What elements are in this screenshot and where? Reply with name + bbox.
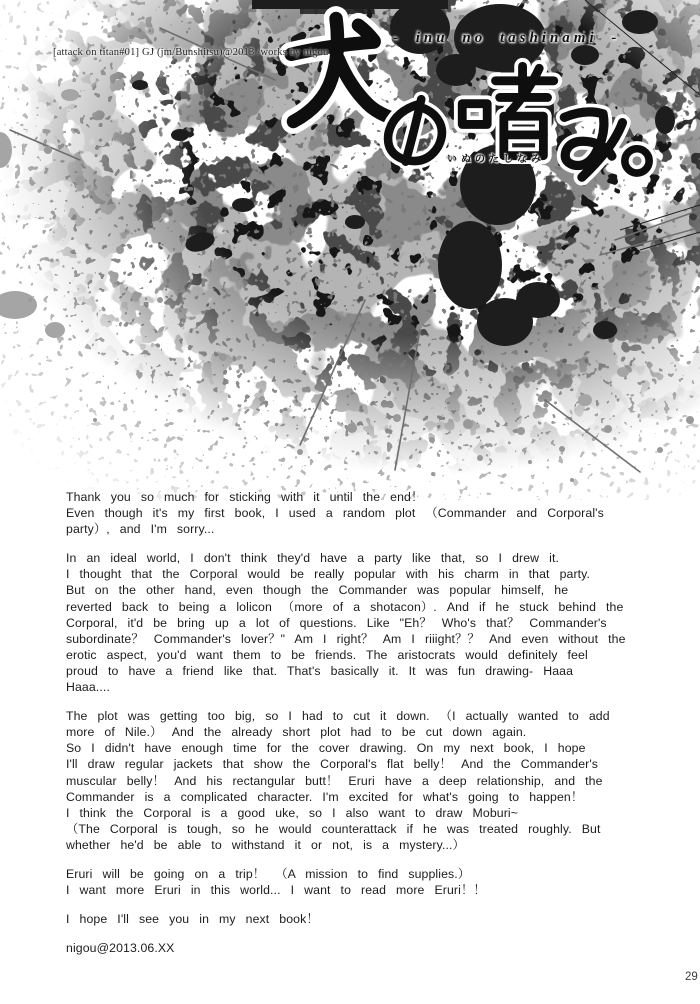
afterword-line: I thought that the Corporal would be really popular with his charm in that party.	[66, 567, 591, 582]
afterword-line: （The Corporal is tough, so he would counterattack if he was treated roughly. But	[66, 821, 601, 836]
signature: nigou@2013.06.XX	[66, 941, 175, 956]
afterword-line: I'll draw regular jackets that show the Corporal's flat belly！ And the Commander's	[66, 757, 599, 772]
afterword-line: But on the other hand, even though the Commander was popular himself, he	[66, 583, 569, 598]
afterword-line: Thank you so much for sticking with it until the end！	[66, 490, 424, 504]
afterword-line: Haaa....	[66, 680, 110, 695]
afterword-line: party）, and I'm sorry...	[66, 522, 215, 537]
afterword-paragraph	[66, 550, 626, 695]
afterword-paragraph	[66, 911, 626, 927]
title-romaji: - inu no tashinami -	[393, 30, 621, 46]
afterword-line: In an ideal world, I don't think they'd have a party like that, so I drew it.	[66, 551, 560, 566]
afterword-line: So I didn't have enough time for the cover drawing. On my next book, I hope	[66, 741, 586, 756]
afterword-line: I want more Eruri in this world... I want to read more Eruri！！	[66, 883, 486, 898]
afterword-paragraph	[66, 866, 626, 898]
afterword-line: whether he'd be able to withstand it or not, is a mystery...）	[66, 837, 465, 852]
afterword-line: subordinate？ Commander's lover？" Am I right？ Am I riiight？？ And even without the	[66, 631, 626, 646]
page-number: 29	[685, 971, 698, 983]
afterword-line: The plot was getting too big, so I had to cut it down. （I actually wanted to add	[66, 709, 610, 724]
afterword-line: I hope I'll see you in my next book！	[66, 912, 319, 927]
afterword-line: Even though it's my first book, I used a random plot （Commander and Corporal's	[66, 506, 604, 521]
title-maru-period-art	[618, 140, 656, 178]
afterword-paragraph	[66, 489, 626, 537]
afterword-line: Eruri will be going on a trip！ （A mission to find supplies.）	[66, 866, 471, 881]
title-kanji-tashina-art	[456, 60, 560, 164]
afterword-line: I think the Corporal is a good uke, so I also want to draw Moburi~	[66, 805, 519, 820]
afterword-line: Corporal, it'd be bring up a lot of questions. Like "Eh？ Who's that？ Commander's	[66, 615, 607, 630]
afterword-line: Commander is a complicated character. I'm excited for what's going to happen！	[66, 789, 584, 804]
afterword-line: proud to have a friend like that. That's basically it. It was fun drawing- Haaa	[66, 663, 574, 678]
afterword-line: reverted back to being a lolicon （more of a shotacon）. And if he stuck behind the	[66, 599, 624, 614]
credit-line: [attack on titan#01] GJ (jm/Bunshitsu)@2013 /works by nigou	[53, 47, 329, 58]
afterword-line: more of Nile.） And the already short plot had to be cut down again.	[66, 725, 527, 740]
afterword-line: muscular belly！ And his rectangular butt！ Eruri have a deep relationship, and the	[66, 773, 603, 788]
title-furigana: いぬのたしなみ	[447, 154, 545, 165]
afterword-paragraph	[66, 708, 626, 853]
afterword-line: erotic aspect, you'd want them to be friends. The aristocrats would definitely feel	[66, 647, 588, 662]
afterword	[66, 489, 626, 956]
title-kanji-no-art	[375, 93, 455, 171]
